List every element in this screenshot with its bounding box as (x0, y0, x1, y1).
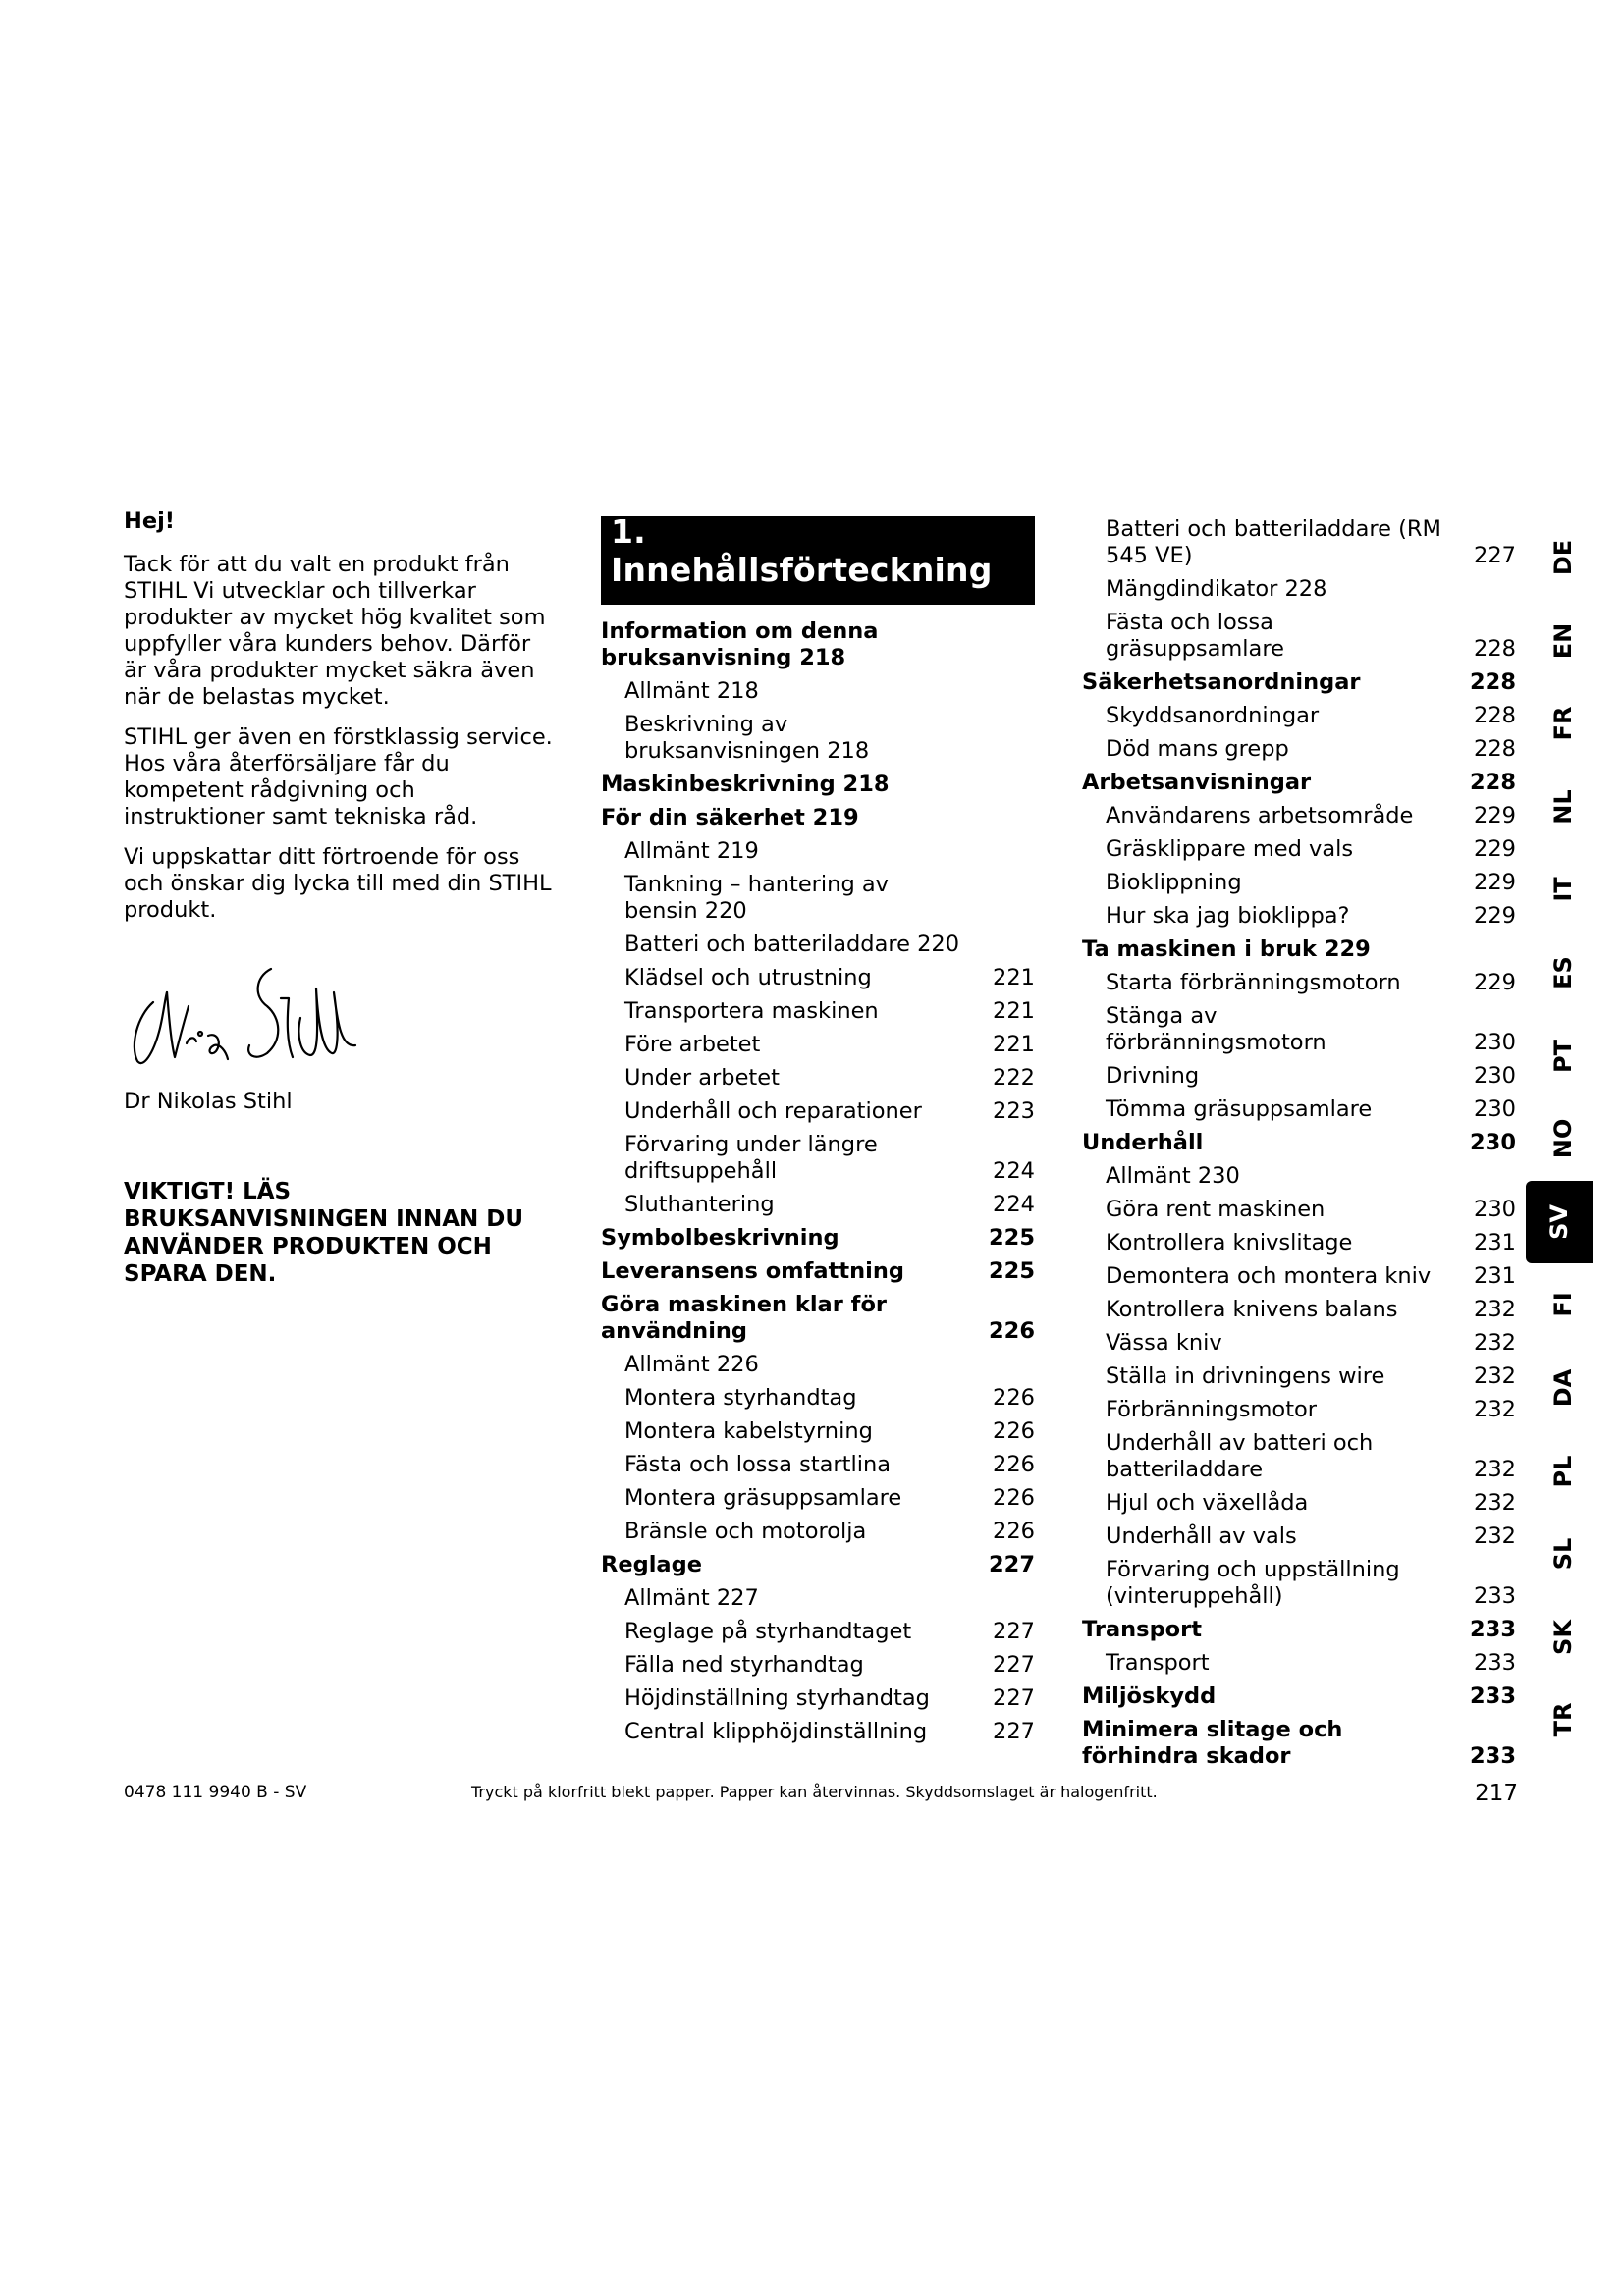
toc-entry-title: Montera gräsuppsamlare (624, 1485, 902, 1511)
language-tab-label: TR (1549, 1702, 1577, 1737)
toc-entry-title: Leveransens omfattning (601, 1258, 904, 1284)
toc-entry-page: 232 (1474, 1490, 1516, 1516)
language-tab-label: DE (1549, 539, 1577, 576)
toc-entry-page: 232 (1474, 1523, 1516, 1549)
toc-subentry (1082, 1490, 1516, 1517)
toc-entry-title: Transport (1082, 1617, 1202, 1642)
toc-subentry (1082, 1363, 1516, 1390)
toc-column-2 (1082, 516, 1516, 1777)
toc-subentry (601, 1418, 1035, 1445)
toc-entry-title: Allmänt 227 (624, 1585, 759, 1611)
toc-subentry (601, 1619, 1035, 1645)
language-tab-sv (1526, 1181, 1593, 1263)
toc-subentry (1082, 516, 1516, 569)
toc-entry-title: Ta maskinen i bruk 229 (1082, 936, 1371, 962)
toc-entry-page: 224 (993, 1192, 1035, 1217)
language-tabs (1534, 516, 1593, 1763)
toc-entry-title: Kontrollera knivslitage (1106, 1230, 1353, 1255)
toc-entry-title: För din säkerhet 219 (601, 805, 859, 830)
toc-section-entry (1082, 669, 1516, 696)
toc-entry-title: Förvaring och uppställning (vinteruppehåll) (1106, 1557, 1400, 1609)
toc-entry-title: Montera kabelstyrning (624, 1418, 873, 1444)
toc-entry-title: Transportera maskinen (624, 998, 879, 1024)
language-tab-sl (1534, 1513, 1593, 1595)
toc-entry-title: Fästa och lossa gräsuppsamlare (1106, 610, 1284, 662)
toc-entry-page: 228 (1470, 669, 1516, 695)
toc-entry-title: Arbetsanvisningar (1082, 770, 1312, 795)
toc-subentry (1082, 576, 1516, 603)
toc-subentry (601, 965, 1035, 991)
toc-section-entry (601, 1258, 1035, 1285)
toc-entry-title: Central klipphöjdinställning (624, 1719, 928, 1744)
toc-entry-page: 223 (993, 1098, 1035, 1124)
toc-entry-page: 232 (1474, 1363, 1516, 1389)
toc-subentry (1082, 836, 1516, 863)
toc-subentry (1082, 1523, 1516, 1550)
toc-section-entry (1082, 1130, 1516, 1156)
toc-entry-page: 225 (989, 1225, 1035, 1251)
toc-subentry (601, 1132, 1035, 1185)
toc-section-entry (1082, 1683, 1516, 1710)
toc-entry-page: 233 (1474, 1650, 1516, 1676)
language-tab-es (1534, 932, 1593, 1014)
toc-entry-page: 221 (993, 998, 1035, 1024)
toc-subentry (1082, 1163, 1516, 1190)
toc-section-entry (601, 1552, 1035, 1578)
toc-subentry (601, 1065, 1035, 1092)
language-tab-label: FI (1549, 1292, 1577, 1318)
toc-entry-title: Förvaring under längre driftsuppehåll (624, 1132, 878, 1184)
toc-entry-page: 233 (1470, 1617, 1516, 1642)
toc-entry-title: Miljöskydd (1082, 1683, 1217, 1709)
paper-note: Tryckt på klorfritt blekt papper. Papper kan återvinnas. Skyddsomslaget är halogenfritt. (471, 1783, 1158, 1801)
toc-entry-title: Mängdindikator 228 (1106, 576, 1327, 602)
toc-entry-title: Höjdinställning styrhandtag (624, 1685, 930, 1711)
toc-subentry (1082, 736, 1516, 763)
toc-entry-title: Klädsel och utrustning (624, 965, 872, 990)
toc-subentry (1082, 1003, 1516, 1056)
toc-entry-title: Vässa kniv (1106, 1330, 1222, 1356)
toc-subentry (601, 712, 1035, 765)
toc-subentry (1082, 803, 1516, 829)
toc-section-entry (1082, 770, 1516, 796)
toc-subentry (1082, 903, 1516, 930)
language-tab-label: DA (1549, 1368, 1577, 1408)
toc-subentry (601, 678, 1035, 705)
toc-subentry (601, 1098, 1035, 1125)
toc-column-1 (601, 618, 1035, 1752)
toc-subentry (601, 1352, 1035, 1378)
toc-section-entry (601, 772, 1035, 798)
greeting: Hej! (124, 508, 176, 534)
signer-name: Dr Nikolas Stihl (124, 1089, 293, 1114)
toc-subentry (1082, 1263, 1516, 1290)
toc-entry-title: Reglage på styrhandtaget (624, 1619, 912, 1644)
toc-subentry (601, 872, 1035, 925)
toc-section-entry (1082, 1617, 1516, 1643)
language-tab-fr (1534, 682, 1593, 765)
language-tab-label: PT (1549, 1039, 1577, 1073)
language-tab-it (1534, 848, 1593, 931)
toc-entry-title: Ställa in drivningens wire (1106, 1363, 1385, 1389)
toc-entry-title: Tankning – hantering av bensin 220 (624, 872, 889, 924)
toc-subentry (601, 932, 1035, 958)
language-tab-pt (1534, 1015, 1593, 1097)
toc-entry-title: Tömma gräsuppsamlare (1106, 1096, 1373, 1122)
language-tab-label: IT (1549, 877, 1577, 903)
toc-entry-title: Gräsklippare med vals (1106, 836, 1354, 862)
toc-entry-page: 229 (1474, 970, 1516, 995)
toc-entry-page: 222 (993, 1065, 1035, 1091)
toc-subentry (1082, 1650, 1516, 1677)
toc-entry-page: 229 (1474, 903, 1516, 929)
toc-heading-bar (601, 512, 1035, 605)
toc-entry-title: Symbolbeskrivning (601, 1225, 839, 1251)
toc-entry-title: Minimera slitage och förhindra skador (1082, 1717, 1343, 1769)
language-tab-pl (1534, 1430, 1593, 1513)
toc-entry-page: 227 (993, 1619, 1035, 1644)
toc-subentry (601, 1385, 1035, 1412)
toc-entry-page: 231 (1474, 1230, 1516, 1255)
toc-subentry (1082, 1297, 1516, 1323)
toc-entry-page: 231 (1474, 1263, 1516, 1289)
toc-entry-page: 233 (1474, 1583, 1516, 1609)
toc-entry-title: Under arbetet (624, 1065, 780, 1091)
toc-subentry (601, 1685, 1035, 1712)
intro-paragraph-1: Tack för att du valt en produkt från STIHL Vi utvecklar och tillverkar produkter av mycket hög kvalitet som uppfyller våra kunders behov. Därför är våra produkter mycket säkra även när de belastas mycket. (124, 552, 546, 710)
toc-entry-title: Maskinbeskrivning 218 (601, 772, 890, 797)
warning-text: VIKTIGT! LÄS BRUKSANVISNINGEN INNAN DU ANVÄNDER PRODUKTEN OCH SPARA DEN. (124, 1179, 524, 1287)
toc-entry-title: Underhåll och reparationer (624, 1098, 922, 1124)
language-tab-fi (1534, 1263, 1593, 1346)
toc-entry-title: Göra rent maskinen (1106, 1197, 1326, 1222)
toc-entry-page: 232 (1474, 1297, 1516, 1322)
toc-entry-page: 233 (1470, 1683, 1516, 1709)
toc-subentry (601, 1652, 1035, 1679)
toc-subentry (601, 1519, 1035, 1545)
toc-entry-title: Allmänt 218 (624, 678, 759, 704)
toc-entry-title: Bioklippning (1106, 870, 1242, 895)
toc-entry-page: 227 (993, 1652, 1035, 1678)
language-tab-label: NL (1549, 789, 1577, 825)
toc-section-entry (601, 1292, 1035, 1345)
toc-entry-title: Säkerhetsanordningar (1082, 669, 1361, 695)
language-tab-da (1534, 1347, 1593, 1429)
toc-entry-title: Göra maskinen klar för användning (601, 1292, 887, 1344)
toc-entry-page: 221 (993, 965, 1035, 990)
toc-entry-title: Användarens arbetsområde (1106, 803, 1414, 828)
toc-entry-page: 230 (1474, 1197, 1516, 1222)
toc-section-entry (601, 618, 1035, 671)
toc-entry-title: Batteri och batteriladdare (RM 545 VE) (1106, 516, 1441, 568)
toc-entry-title: Kontrollera knivens balans (1106, 1297, 1398, 1322)
toc-entry-page: 226 (993, 1452, 1035, 1477)
toc-subentry (601, 1452, 1035, 1478)
intro-paragraph-2: STIHL ger även en förstklassig service. Hos våra återförsäljare får du kompetent rådgivning och instruktioner samt tekniska råd. (124, 724, 553, 829)
language-tab-tr (1534, 1679, 1593, 1761)
toc-subentry (1082, 1230, 1516, 1256)
toc-subentry (1082, 610, 1516, 663)
toc-entry-page: 228 (1474, 736, 1516, 762)
language-tab-label: FR (1549, 706, 1577, 741)
toc-section-entry (601, 805, 1035, 831)
toc-entry-page: 230 (1470, 1130, 1516, 1155)
toc-subentry (601, 1585, 1035, 1612)
toc-entry-title: Sluthantering (624, 1192, 775, 1217)
toc-entry-title: Transport (1106, 1650, 1210, 1676)
language-tab-label: EN (1549, 622, 1577, 659)
toc-entry-page: 225 (989, 1258, 1035, 1284)
toc-entry-page: 224 (993, 1158, 1035, 1184)
toc-heading: 1. Innehållsförteckning (611, 512, 993, 589)
intro-column (124, 508, 556, 1302)
toc-entry-title: Förbränningsmotor (1106, 1397, 1318, 1422)
page-number: 217 (1475, 1781, 1518, 1806)
toc-subentry (1082, 1430, 1516, 1483)
toc-entry-page: 228 (1470, 770, 1516, 795)
language-tab-label: SK (1549, 1619, 1577, 1655)
language-tab-label: PL (1549, 1455, 1577, 1488)
toc-entry-page: 228 (1474, 703, 1516, 728)
toc-entry-page: 227 (993, 1719, 1035, 1744)
intro-paragraph-3: Vi uppskattar ditt förtroende för oss och önskar dig lycka till med din STIHL produkt. (124, 844, 552, 923)
toc-entry-page: 227 (993, 1685, 1035, 1711)
language-tab-en (1534, 600, 1593, 682)
toc-entry-title: Skyddsanordningar (1106, 703, 1320, 728)
language-tab-label: ES (1549, 956, 1577, 989)
toc-entry-title: Underhåll av vals (1106, 1523, 1297, 1549)
toc-section-entry (601, 1225, 1035, 1252)
toc-entry-title: Död mans grepp (1106, 736, 1289, 762)
language-tab-sk (1534, 1596, 1593, 1679)
toc-entry-page: 229 (1474, 870, 1516, 895)
signature-image (124, 963, 359, 1073)
toc-entry-title: Stänga av förbränningsmotorn (1106, 1003, 1326, 1055)
toc-entry-title: Hur ska jag bioklippa? (1106, 903, 1350, 929)
toc-entry-title: Montera styrhandtag (624, 1385, 857, 1411)
toc-entry-title: Starta förbränningsmotorn (1106, 970, 1401, 995)
toc-subentry (1082, 1330, 1516, 1357)
toc-entry-page: 232 (1474, 1397, 1516, 1422)
toc-subentry (601, 998, 1035, 1025)
toc-entry-page: 229 (1474, 803, 1516, 828)
toc-subentry (1082, 870, 1516, 896)
language-tab-label: SL (1549, 1537, 1577, 1571)
toc-section-entry (1082, 1717, 1516, 1770)
toc-entry-page: 228 (1474, 636, 1516, 662)
page-footer (124, 1781, 1518, 1810)
toc-subentry (1082, 1397, 1516, 1423)
toc-entry-title: Hjul och växellåda (1106, 1490, 1309, 1516)
language-tab-de (1534, 516, 1593, 599)
toc-entry-page: 226 (989, 1318, 1035, 1344)
language-tab-label: NO (1549, 1118, 1577, 1159)
language-tab-label: SV (1545, 1203, 1573, 1240)
toc-entry-page: 230 (1474, 1096, 1516, 1122)
toc-entry-title: Drivning (1106, 1063, 1200, 1089)
toc-entry-page: 226 (993, 1385, 1035, 1411)
toc-subentry (601, 838, 1035, 865)
toc-entry-title: Underhåll av batteri och batteriladdare (1106, 1430, 1374, 1482)
toc-entry-title: Före arbetet (624, 1032, 761, 1057)
toc-section-entry (1082, 936, 1516, 963)
toc-entry-page: 227 (989, 1552, 1035, 1577)
toc-entry-title: Reglage (601, 1552, 702, 1577)
toc-entry-page: 221 (993, 1032, 1035, 1057)
toc-entry-title: Allmänt 230 (1106, 1163, 1240, 1189)
toc-entry-page: 230 (1474, 1063, 1516, 1089)
toc-subentry (1082, 1096, 1516, 1123)
toc-subentry (1082, 1063, 1516, 1090)
toc-entry-title: Fästa och lossa startlina (624, 1452, 892, 1477)
toc-entry-page: 230 (1474, 1030, 1516, 1055)
toc-entry-page: 232 (1474, 1330, 1516, 1356)
toc-subentry (601, 1032, 1035, 1058)
toc-entry-title: Bränsle och motorolja (624, 1519, 867, 1544)
toc-subentry (601, 1192, 1035, 1218)
toc-subentry (601, 1719, 1035, 1745)
toc-entry-title: Beskrivning av bruksanvisningen 218 (624, 712, 870, 764)
toc-entry-page: 229 (1474, 836, 1516, 862)
language-tab-no (1534, 1097, 1593, 1180)
toc-entry-title: Demontera och montera kniv (1106, 1263, 1432, 1289)
toc-entry-title: Allmänt 219 (624, 838, 759, 864)
toc-subentry (1082, 1557, 1516, 1610)
toc-subentry (601, 1485, 1035, 1512)
document-code: 0478 111 9940 B - SV (124, 1783, 307, 1802)
toc-entry-title: Information om denna bruksanvisning 218 (601, 618, 879, 670)
toc-entry-page: 232 (1474, 1457, 1516, 1482)
language-tab-nl (1534, 766, 1593, 848)
toc-entry-title: Allmänt 226 (624, 1352, 759, 1377)
toc-subentry (1082, 703, 1516, 729)
toc-entry-title: Batteri och batteriladdare 220 (624, 932, 960, 957)
toc-entry-page: 226 (993, 1418, 1035, 1444)
toc-entry-page: 226 (993, 1519, 1035, 1544)
toc-subentry (1082, 1197, 1516, 1223)
toc-entry-title: Underhåll (1082, 1130, 1204, 1155)
toc-entry-page: 227 (1474, 543, 1516, 568)
toc-subentry (1082, 970, 1516, 996)
toc-entry-title: Fälla ned styrhandtag (624, 1652, 864, 1678)
toc-entry-page: 226 (993, 1485, 1035, 1511)
toc-entry-page: 233 (1470, 1743, 1516, 1769)
